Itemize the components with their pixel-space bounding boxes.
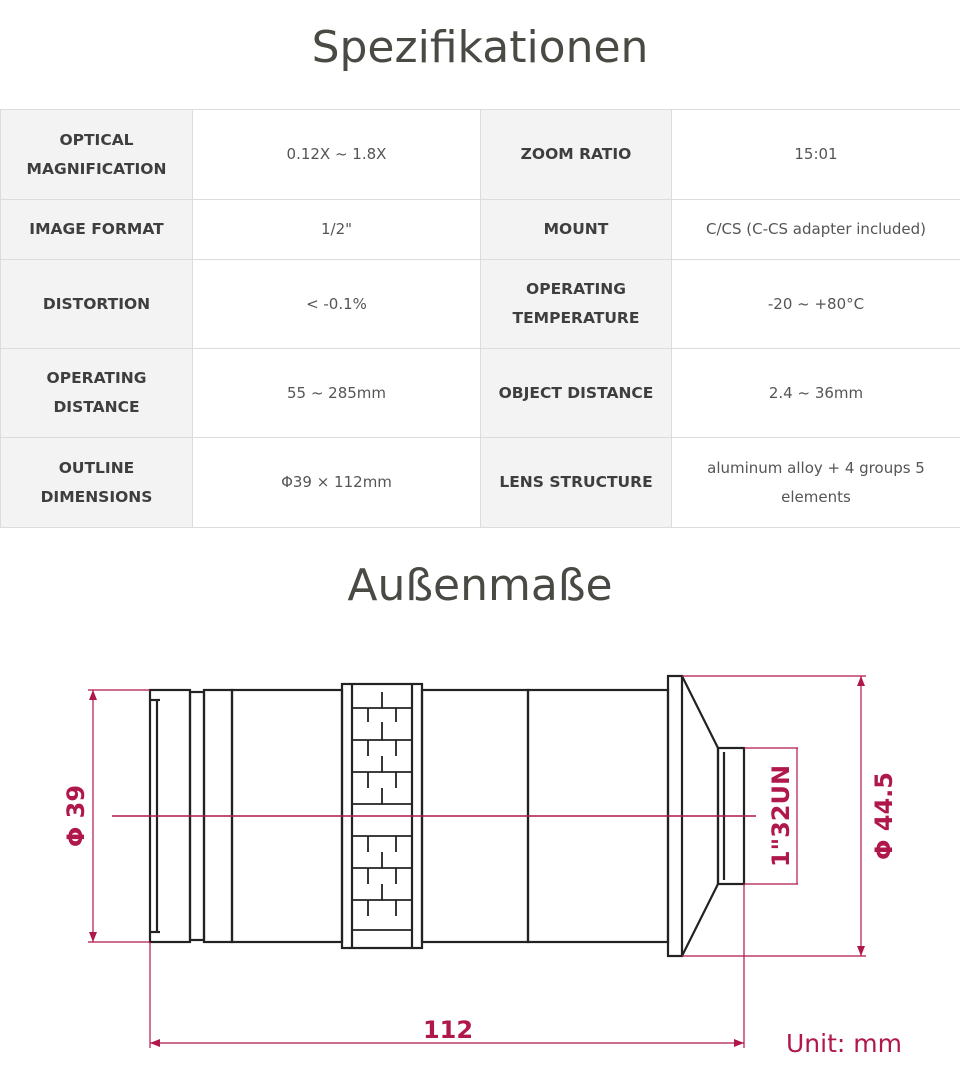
dimensions-title: Außenmaße — [347, 560, 613, 611]
knurl-pattern — [352, 692, 412, 930]
spec-value: 15:01 — [672, 110, 960, 200]
spec-label: OBJECT DISTANCE — [481, 349, 672, 438]
table-row — [1, 200, 960, 260]
spec-label: MOUNT — [481, 200, 672, 260]
length-label: 112 — [422, 1016, 474, 1044]
lens-dimension-drawing — [0, 640, 960, 1080]
diameter-right-label: Φ 44.5 — [870, 772, 898, 860]
table-row — [1, 260, 960, 349]
spec-label: OUTLINE DIMENSIONS — [1, 438, 193, 528]
spec-value: Φ39 × 112mm — [193, 438, 481, 528]
spec-label: OPERATING DISTANCE — [1, 349, 193, 438]
spec-value: 2.4 ~ 36mm — [672, 349, 960, 438]
diameter-left-label: Φ 39 — [62, 784, 90, 848]
spec-value: -20 ~ +80°C — [672, 260, 960, 349]
spec-label: DISTORTION — [1, 260, 193, 349]
thread-label: 1"32UN — [767, 764, 795, 868]
spec-value: < -0.1% — [193, 260, 481, 349]
spec-value: 1/2" — [193, 200, 481, 260]
spec-label: OPTICAL MAGNIFICATION — [1, 110, 193, 200]
spec-label: LENS STRUCTURE — [481, 438, 672, 528]
spec-value: 0.12X ~ 1.8X — [193, 110, 481, 200]
table-row — [1, 349, 960, 438]
spec-label: ZOOM RATIO — [481, 110, 672, 200]
spec-table — [0, 109, 960, 528]
spec-title: Spezifikationen — [311, 22, 649, 73]
spec-value: C/CS (C-CS adapter included) — [672, 200, 960, 260]
table-row — [1, 110, 960, 200]
spec-label: IMAGE FORMAT — [1, 200, 193, 260]
unit-label: Unit: mm — [786, 1029, 902, 1058]
spec-value: aluminum alloy + 4 groups 5 elements — [672, 438, 960, 528]
spec-label: OPERATING TEMPERATURE — [481, 260, 672, 349]
spec-value: 55 ~ 285mm — [193, 349, 481, 438]
table-row — [1, 438, 960, 528]
